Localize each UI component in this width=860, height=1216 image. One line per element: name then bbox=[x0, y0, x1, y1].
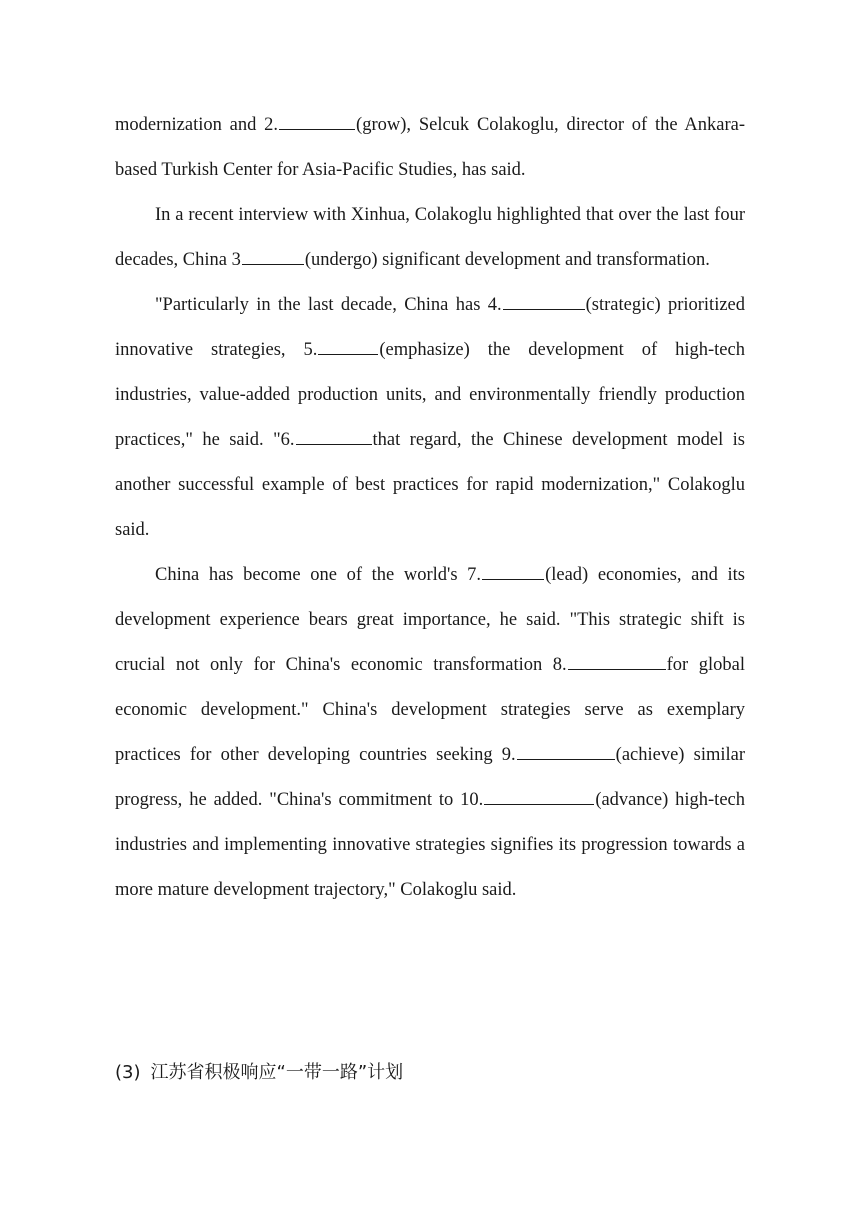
text-segment: China has become one of the world's 7. bbox=[155, 565, 482, 585]
blank-6[interactable] bbox=[296, 426, 372, 445]
blank-2[interactable] bbox=[279, 111, 355, 130]
paragraph-3 bbox=[115, 283, 745, 553]
paragraph-2 bbox=[115, 193, 745, 283]
blank-10[interactable] bbox=[484, 786, 594, 805]
text-segment: (strategic) prioritized innovative strategies, 5. bbox=[115, 295, 746, 360]
text-segment: that regard, the Chinese development model is another successful example of best practices for rapid modernization," Colakoglu said. bbox=[115, 430, 745, 540]
passage bbox=[115, 103, 745, 913]
text-segment: (lead) economies, and its development experience bears great importance, he said. "This strategic shift is crucial not only for China's economic transformation 8. bbox=[115, 565, 746, 675]
blank-3[interactable] bbox=[242, 246, 304, 265]
text-segment: for global economic development." China's development strategies serve as exemplary practices for other developing countries seeking 9. bbox=[115, 655, 745, 765]
text-segment: In a recent interview with Xinhua, Colakoglu highlighted that over the last four decades, China 3 bbox=[115, 205, 745, 270]
blank-5[interactable] bbox=[318, 336, 378, 355]
text-segment: (emphasize) the development of high-tech industries, value-added production units, and environmentally friendly production practices," he said. "6. bbox=[115, 340, 745, 450]
paragraph-4 bbox=[115, 553, 745, 913]
blank-8[interactable] bbox=[568, 651, 666, 670]
text-segment: (advance) high-tech industries and implementing innovative strategies signifies its progression towards a more mature development trajectory," Colakoglu said. bbox=[115, 790, 745, 900]
text-segment: (grow), Selcuk Colakoglu, director of the Ankara-based Turkish Center for Asia-Pacific Studies, has said. bbox=[115, 115, 745, 180]
section-heading bbox=[115, 1058, 403, 1084]
blank-7[interactable] bbox=[482, 561, 544, 580]
paragraph-1 bbox=[115, 103, 745, 193]
text-segment: "Particularly in the last decade, China has 4. bbox=[155, 295, 502, 315]
section-number: (3) bbox=[115, 1062, 141, 1083]
blank-9[interactable] bbox=[517, 741, 615, 760]
section-title: 江苏省积极响应“一带一路”计划 bbox=[150, 1062, 404, 1083]
text-segment: (undergo) significant development and transformation. bbox=[304, 250, 710, 270]
text-segment: modernization and 2. bbox=[115, 115, 279, 135]
text-segment: (achieve) similar progress, he added. "China's commitment to 10. bbox=[115, 745, 745, 810]
blank-4[interactable] bbox=[503, 291, 585, 310]
